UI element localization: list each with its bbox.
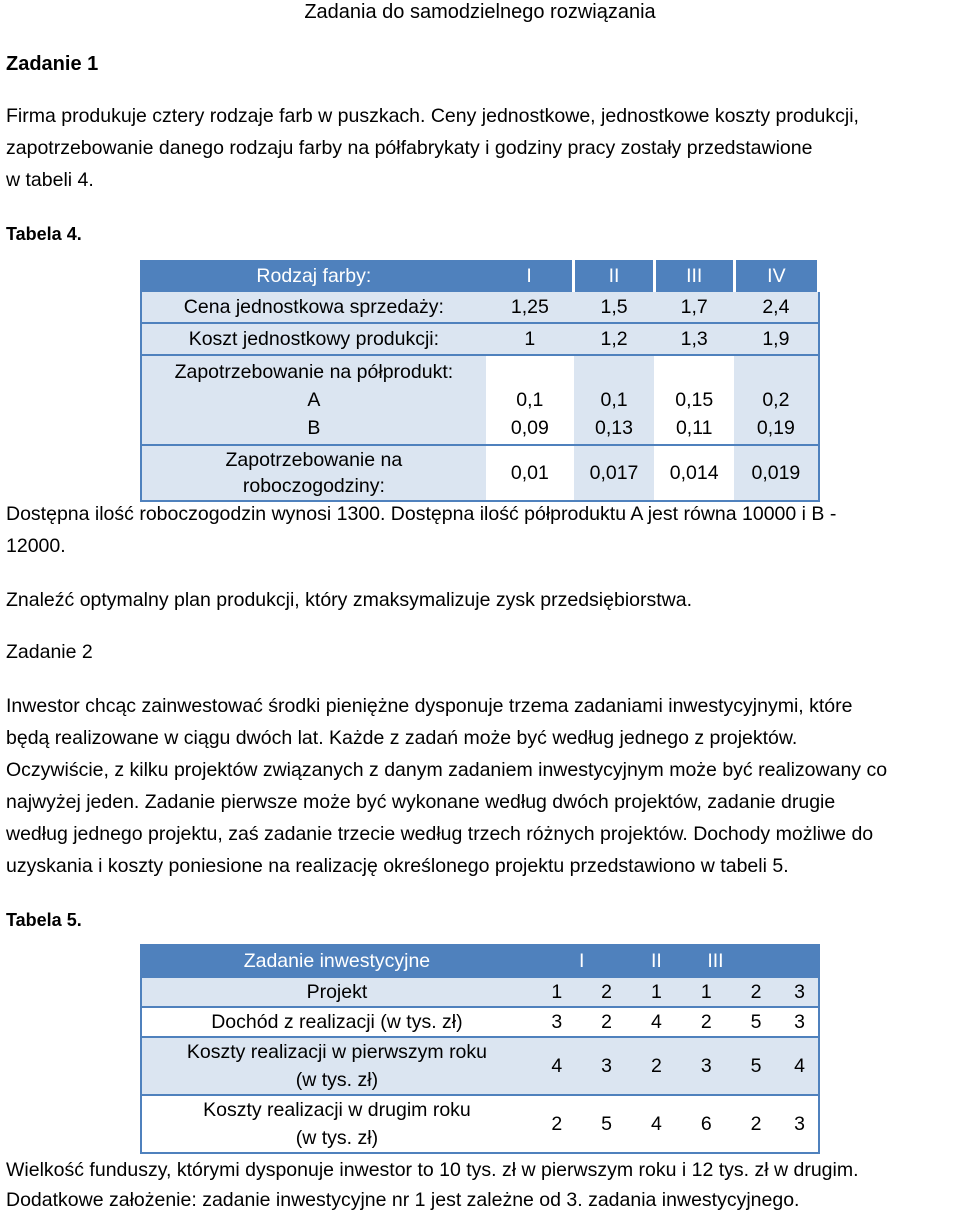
table5-cell: 4 bbox=[781, 1037, 819, 1095]
table5-header-row bbox=[141, 945, 819, 977]
table4-cell: 0,01 bbox=[486, 445, 574, 501]
task2-line: Inwestor chcąc zainwestować środki pieniężne dysponuje trzema zadaniami inwestycyjnymi, które bbox=[6, 695, 853, 717]
table5-cell: 1 bbox=[681, 977, 731, 1007]
table5-row-label bbox=[141, 1095, 532, 1153]
table5-row-label-line1: Koszty realizacji w drugim roku bbox=[203, 1099, 471, 1121]
table4-cell: 1,9 bbox=[734, 323, 818, 355]
table5-cell: 2 bbox=[731, 977, 781, 1007]
table4-cell: 0,019 bbox=[734, 445, 818, 501]
table-5 bbox=[140, 944, 820, 1154]
table5-cell: 3 bbox=[532, 1007, 582, 1037]
table-4 bbox=[140, 260, 820, 502]
table5-header-group: I bbox=[532, 945, 632, 977]
table5-cell: 5 bbox=[731, 1007, 781, 1037]
table5-cell: 2 bbox=[582, 977, 632, 1007]
table4-cell: 1 bbox=[486, 323, 574, 355]
task1-intro-line2: zapotrzebowanie danego rodzaju farby na półfabrykaty i godziny pracy zostały przedstawione bbox=[6, 137, 813, 159]
task1-after-line2: 12000. bbox=[6, 535, 66, 557]
table5-row bbox=[141, 977, 819, 1007]
task2-heading: Zadanie 2 bbox=[6, 641, 93, 663]
task2-line: będą realizowane w ciągu dwóch lat. Każde z zadań może być według jednego z projektów. bbox=[6, 727, 798, 749]
table4-hours-label-line1: Zapotrzebowanie na bbox=[225, 449, 403, 471]
table4-header-label: Rodzaj farby: bbox=[141, 261, 486, 291]
table5-cell: 3 bbox=[781, 1095, 819, 1153]
table5-cell: 5 bbox=[582, 1095, 632, 1153]
table4-semi-b-value: 0,13 bbox=[595, 417, 633, 439]
table4-header-col: IV bbox=[734, 261, 818, 291]
task1-question: Znaleźć optymalny plan produkcji, który zmaksymalizuje zysk przedsiębiorstwa. bbox=[6, 589, 693, 611]
table4-semi-a-value: 0,1 bbox=[600, 389, 628, 411]
table4-caption: Tabela 4. bbox=[6, 224, 82, 244]
table5-row bbox=[141, 1037, 819, 1095]
table4-row-price bbox=[141, 291, 819, 323]
table5-header-group: II bbox=[632, 945, 682, 977]
table5-row-label-line2: (w tys. zł) bbox=[295, 1127, 379, 1149]
task1-heading: Zadanie 1 bbox=[6, 53, 99, 75]
table4-cell: 0,014 bbox=[654, 445, 734, 501]
table5-cell: 2 bbox=[681, 1007, 731, 1037]
table5-row-label bbox=[141, 1037, 532, 1095]
task2-line: najwyżej jeden. Zadanie pierwsze może być wykonane według dwóch projektów, zadanie drugie bbox=[6, 791, 836, 813]
table4-cell bbox=[486, 355, 574, 445]
table4-semi-b-value: 0,09 bbox=[510, 417, 549, 439]
table5-cell: 5 bbox=[731, 1037, 781, 1095]
table5-cell: 2 bbox=[731, 1095, 781, 1153]
table4-cell: 2,4 bbox=[734, 291, 818, 323]
table5-cell: 3 bbox=[781, 1007, 819, 1037]
table5-cell: 2 bbox=[632, 1037, 682, 1095]
table5-cell: 2 bbox=[532, 1095, 582, 1153]
table4-row-label: Koszt jednostkowy produkcji: bbox=[141, 323, 486, 355]
table4-cell: 0,017 bbox=[574, 445, 654, 501]
table4-header-col: III bbox=[654, 261, 734, 291]
table5-cell: 4 bbox=[632, 1095, 682, 1153]
task2-after-line2: Dodatkowe założenie: zadanie inwestycyjne nr 1 jest zależne od 3. zadania inwestycyjnego. bbox=[6, 1189, 800, 1211]
page-title: Zadania do samodzielnego rozwiązania bbox=[304, 1, 656, 23]
task2-after-line1: Wielkość funduszy, którymi dysponuje inwestor to 10 tys. zł w pierwszym roku i 12 tys. zł w drugim. bbox=[6, 1159, 859, 1181]
table5-cell: 3 bbox=[781, 977, 819, 1007]
table5-caption: Tabela 5. bbox=[6, 910, 82, 930]
table4-cell bbox=[734, 355, 818, 445]
table4-semi-a-label: A bbox=[307, 389, 321, 411]
table5-row-label: Dochód z realizacji (w tys. zł) bbox=[141, 1007, 532, 1037]
table4-semi-a-value: 0,2 bbox=[762, 389, 790, 411]
table5-header-group: III bbox=[681, 945, 819, 977]
table5-cell: 4 bbox=[532, 1037, 582, 1095]
task1-intro-line3: w tabeli 4. bbox=[6, 169, 94, 191]
table4-cell bbox=[654, 355, 734, 445]
table5-row bbox=[141, 1007, 819, 1037]
table5-row bbox=[141, 1095, 819, 1153]
table4-row-label: Cena jednostkowa sprzedaży: bbox=[141, 291, 486, 323]
table5-cell: 2 bbox=[582, 1007, 632, 1037]
table4-cell: 1,3 bbox=[654, 323, 734, 355]
table4-semi-b-label: B bbox=[307, 417, 321, 439]
table5-row-label-line2: (w tys. zł) bbox=[295, 1069, 379, 1091]
table5-cell: 6 bbox=[681, 1095, 731, 1153]
table4-hours-label-line2: roboczogodziny: bbox=[242, 475, 385, 497]
table5-cell: 1 bbox=[532, 977, 582, 1007]
table4-cell bbox=[574, 355, 654, 445]
table4-cell: 1,5 bbox=[574, 291, 654, 323]
table4-cell: 1,25 bbox=[486, 291, 574, 323]
table5-row-label-line1: Koszty realizacji w pierwszym roku bbox=[186, 1041, 487, 1063]
table5-header-label: Zadanie inwestycyjne bbox=[141, 945, 532, 977]
table5-cell: 3 bbox=[681, 1037, 731, 1095]
table4-semi-a-value: 0,1 bbox=[516, 389, 544, 411]
table4-cell: 1,2 bbox=[574, 323, 654, 355]
task2-line: uzyskania i koszty poniesione na realizację określonego projektu przedstawiono w tabeli 5. bbox=[6, 855, 789, 877]
table4-semi-b-value: 0,19 bbox=[756, 417, 795, 439]
task2-line: według jednego projektu, zaś zadanie trzecie według trzech różnych projektów. Dochody możliwe do bbox=[6, 823, 874, 845]
table4-row-label bbox=[141, 355, 486, 445]
table4-header-col: II bbox=[574, 261, 654, 291]
table4-header-col: I bbox=[486, 261, 574, 291]
table4-header-row bbox=[141, 261, 819, 291]
table4-cell: 1,7 bbox=[654, 291, 734, 323]
table4-row-semiproduct bbox=[141, 355, 819, 445]
table5-cell: 3 bbox=[582, 1037, 632, 1095]
table5-cell: 1 bbox=[632, 977, 682, 1007]
table5-row-label: Projekt bbox=[141, 977, 532, 1007]
table5-cell: 4 bbox=[632, 1007, 682, 1037]
task2-line: Oczywiście, z kilku projektów związanych z danym zadaniem inwestycyjnym może być realizowany co bbox=[6, 759, 888, 781]
table4-row-label bbox=[141, 445, 486, 501]
task1-after-line1: Dostępna ilość roboczogodzin wynosi 1300. Dostępna ilość półproduktu A jest równa 10000 i B - bbox=[6, 503, 837, 525]
table4-semi-b-value: 0,11 bbox=[675, 417, 713, 439]
table4-semi-label: Zapotrzebowanie na półprodukt: bbox=[174, 361, 454, 383]
table4-semi-a-value: 0,15 bbox=[675, 389, 714, 411]
task1-intro-line1: Firma produkuje cztery rodzaje farb w puszkach. Ceny jednostkowe, jednostkowe koszty produkcji, bbox=[6, 105, 859, 127]
table4-row-hours bbox=[141, 445, 819, 501]
table4-row-cost bbox=[141, 323, 819, 355]
